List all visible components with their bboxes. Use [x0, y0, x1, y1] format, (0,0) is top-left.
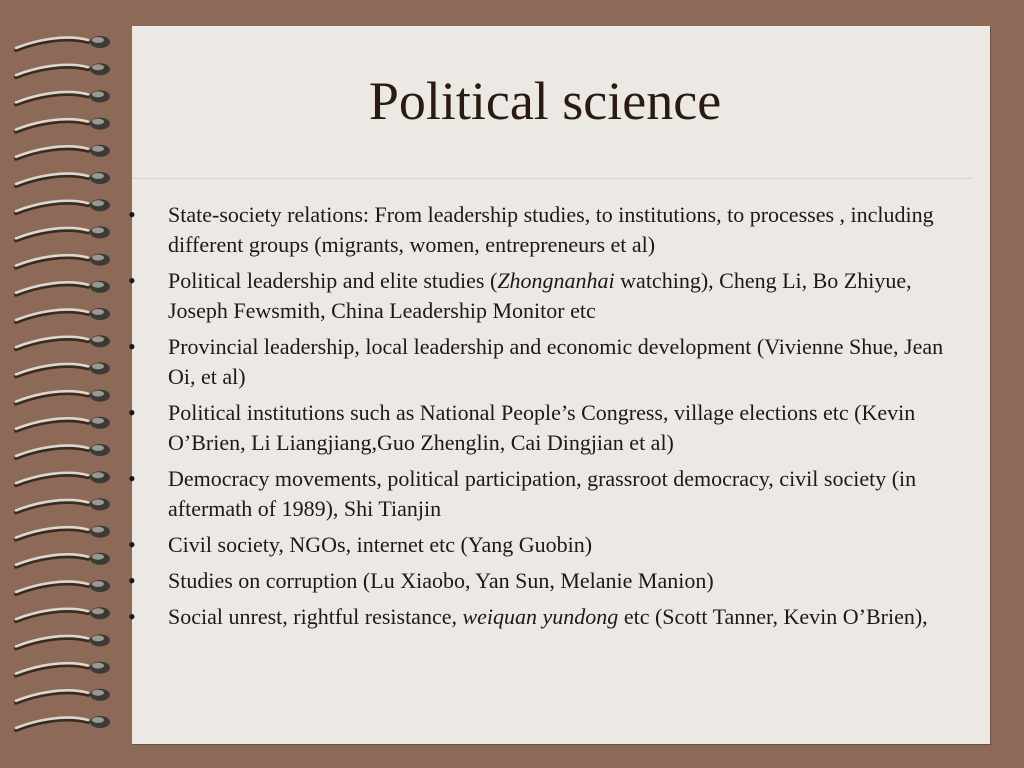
binding-coil [16, 63, 110, 77]
binding-coil [16, 145, 110, 159]
binding-coil [16, 553, 110, 567]
bullet-item: • Civil society, NGOs, internet etc (Yang Guobin) [118, 530, 968, 560]
binding-coil [16, 118, 110, 132]
bullet-item: • State-society relations: From leadership studies, to institutions, to processes , including different groups (migrants, women, entrepreneurs et al) [128, 202, 934, 257]
bullet-marker: • [128, 532, 136, 557]
bullet-marker: • [128, 334, 136, 359]
bullet-marker: • [128, 604, 136, 629]
binding-coil [16, 362, 110, 376]
binding-coil [16, 471, 110, 485]
binding-coil [16, 254, 110, 268]
bullet-marker: • [128, 568, 136, 593]
binding-coil [16, 390, 110, 404]
binding-coil [16, 716, 110, 730]
bullet-item: • Provincial leadership, local leadership and economic development (Vivienne Shue, Jean Oi, et al) [128, 334, 944, 389]
binding-coil [16, 634, 110, 648]
binding-coil [16, 308, 110, 322]
title-divider [132, 178, 972, 179]
bullet-marker: • [128, 202, 136, 227]
binding-coil [16, 689, 110, 703]
bullet-marker: • [128, 466, 136, 491]
bullet-item: • Democracy movements, political participation, grassroot democracy, civil society (in aftermath of 1989), Shi Tianjin [128, 466, 917, 521]
binding-coil [16, 281, 110, 295]
binding-coil [16, 172, 110, 186]
bullet-item: • Social unrest, rightful resistance, weiquan yundong etc (Scott Tanner, Kevin O’Brien), [118, 602, 968, 632]
binding-coil [16, 335, 110, 349]
bullet-item: • Studies on corruption (Lu Xiaobo, Yan Sun, Melanie Manion) [118, 566, 968, 596]
binding-coil [16, 526, 110, 540]
binding-coil [16, 607, 110, 621]
bullet-marker: • [128, 268, 136, 293]
spiral-binding [0, 6, 132, 762]
slide-title: Political science [368, 71, 722, 131]
bullet-item: • Political leadership and elite studies (Zhongnanhai watching), Cheng Li, Bo Zhiyue, Joseph Fewsmith, China Leadership Monitor etc [128, 268, 912, 323]
binding-coil [16, 36, 110, 50]
binding-coil [16, 498, 110, 512]
bullet-marker: • [128, 400, 136, 425]
binding-coil [16, 417, 110, 431]
binding-coil [16, 199, 110, 213]
bullet-list [118, 200, 968, 638]
binding-coil [16, 444, 110, 458]
binding-coil [16, 90, 110, 104]
spiral-binding-icon [6, 6, 132, 762]
bullet-item: • Political institutions such as National People’s Congress, village elections etc (Kevin O’Brien, Li Liangjiang,Guo Zhenglin, Cai Dingjian et al) [128, 400, 916, 455]
binding-coil [16, 662, 110, 676]
binding-coil [16, 226, 110, 240]
binding-coil [16, 580, 110, 594]
